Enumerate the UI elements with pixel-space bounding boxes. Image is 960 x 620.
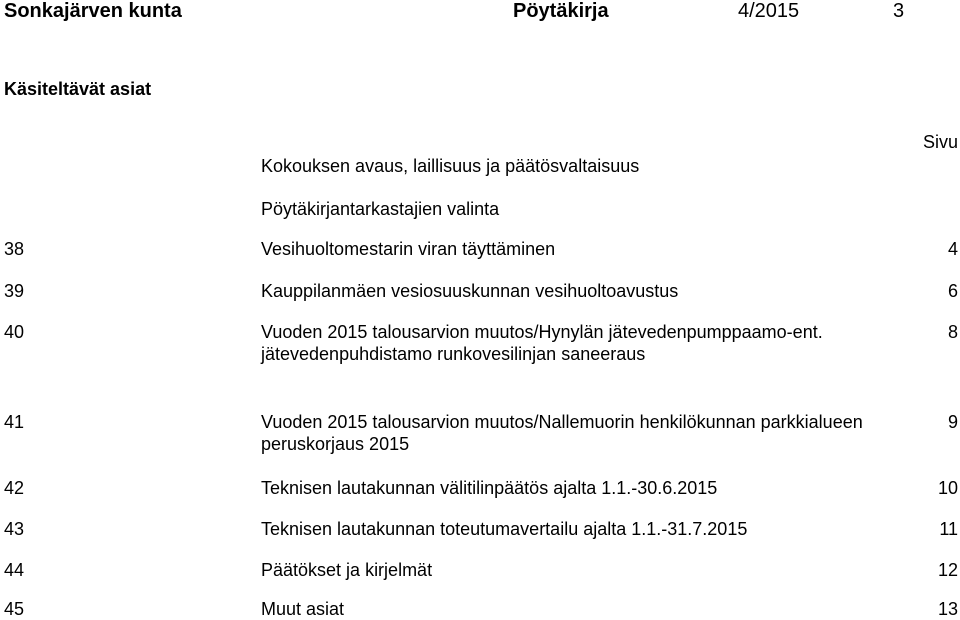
agenda-item-page: 8 — [947, 322, 958, 342]
agenda-item-title: Vesihuoltomestarin viran täyttäminen — [261, 239, 556, 259]
organization-name: Sonkajärven kunta — [4, 0, 182, 22]
agenda-item-title: Kauppilanmäen vesiosuuskunnan vesihuoltoavustus — [261, 281, 679, 301]
agenda-item-title: Muut asiat — [261, 599, 345, 619]
agenda-item-title: Teknisen lautakunnan toteutumavertailu ajalta 1.1.-31.7.2015 — [261, 519, 748, 539]
agenda-item-number: 44 — [4, 560, 25, 580]
agenda-item-number: 38 — [4, 239, 25, 259]
section-title: Käsiteltävät asiat — [4, 79, 152, 99]
agenda-item-title: Vuoden 2015 talousarvion muutos/Hynylän jätevedenpumppaamo-ent. jätevedenpuhdistamo runkovesilinjan saneeraus — [261, 322, 823, 364]
page-column-header: Sivu — [922, 132, 958, 152]
agenda-item-title: Päätökset ja kirjelmät — [261, 560, 433, 580]
document-page-number: 3 — [893, 0, 905, 22]
agenda-item-title: Teknisen lautakunnan välitilinpäätös ajalta 1.1.-30.6.2015 — [261, 478, 718, 498]
agenda-item-page: 4 — [947, 239, 958, 259]
agenda-item-number: 41 — [4, 412, 25, 432]
document-type: Pöytäkirja — [513, 0, 609, 22]
agenda-item-title: Vuoden 2015 talousarvion muutos/Nallemuorin henkilökunnan parkkialueen peruskorjaus 2015 — [261, 412, 863, 454]
agenda-item-number: 43 — [4, 519, 25, 539]
agenda-item-page: 11 — [939, 519, 958, 539]
agenda-item-title: Kokouksen avaus, laillisuus ja päätösvaltaisuus — [261, 156, 640, 176]
agenda-item-page: 6 — [947, 281, 958, 301]
agenda-item-number: 45 — [4, 599, 25, 619]
agenda-item-title: Pöytäkirjantarkastajien valinta — [261, 199, 500, 219]
agenda-item-page: 13 — [937, 599, 958, 619]
agenda-item-page: 12 — [937, 560, 958, 580]
document-number: 4/2015 — [738, 0, 800, 22]
agenda-item-page: 9 — [947, 412, 958, 432]
agenda-item-number: 40 — [4, 322, 25, 342]
agenda-item-page: 10 — [937, 478, 958, 498]
agenda-item-number: 42 — [4, 478, 25, 498]
agenda-item-number: 39 — [4, 281, 25, 301]
